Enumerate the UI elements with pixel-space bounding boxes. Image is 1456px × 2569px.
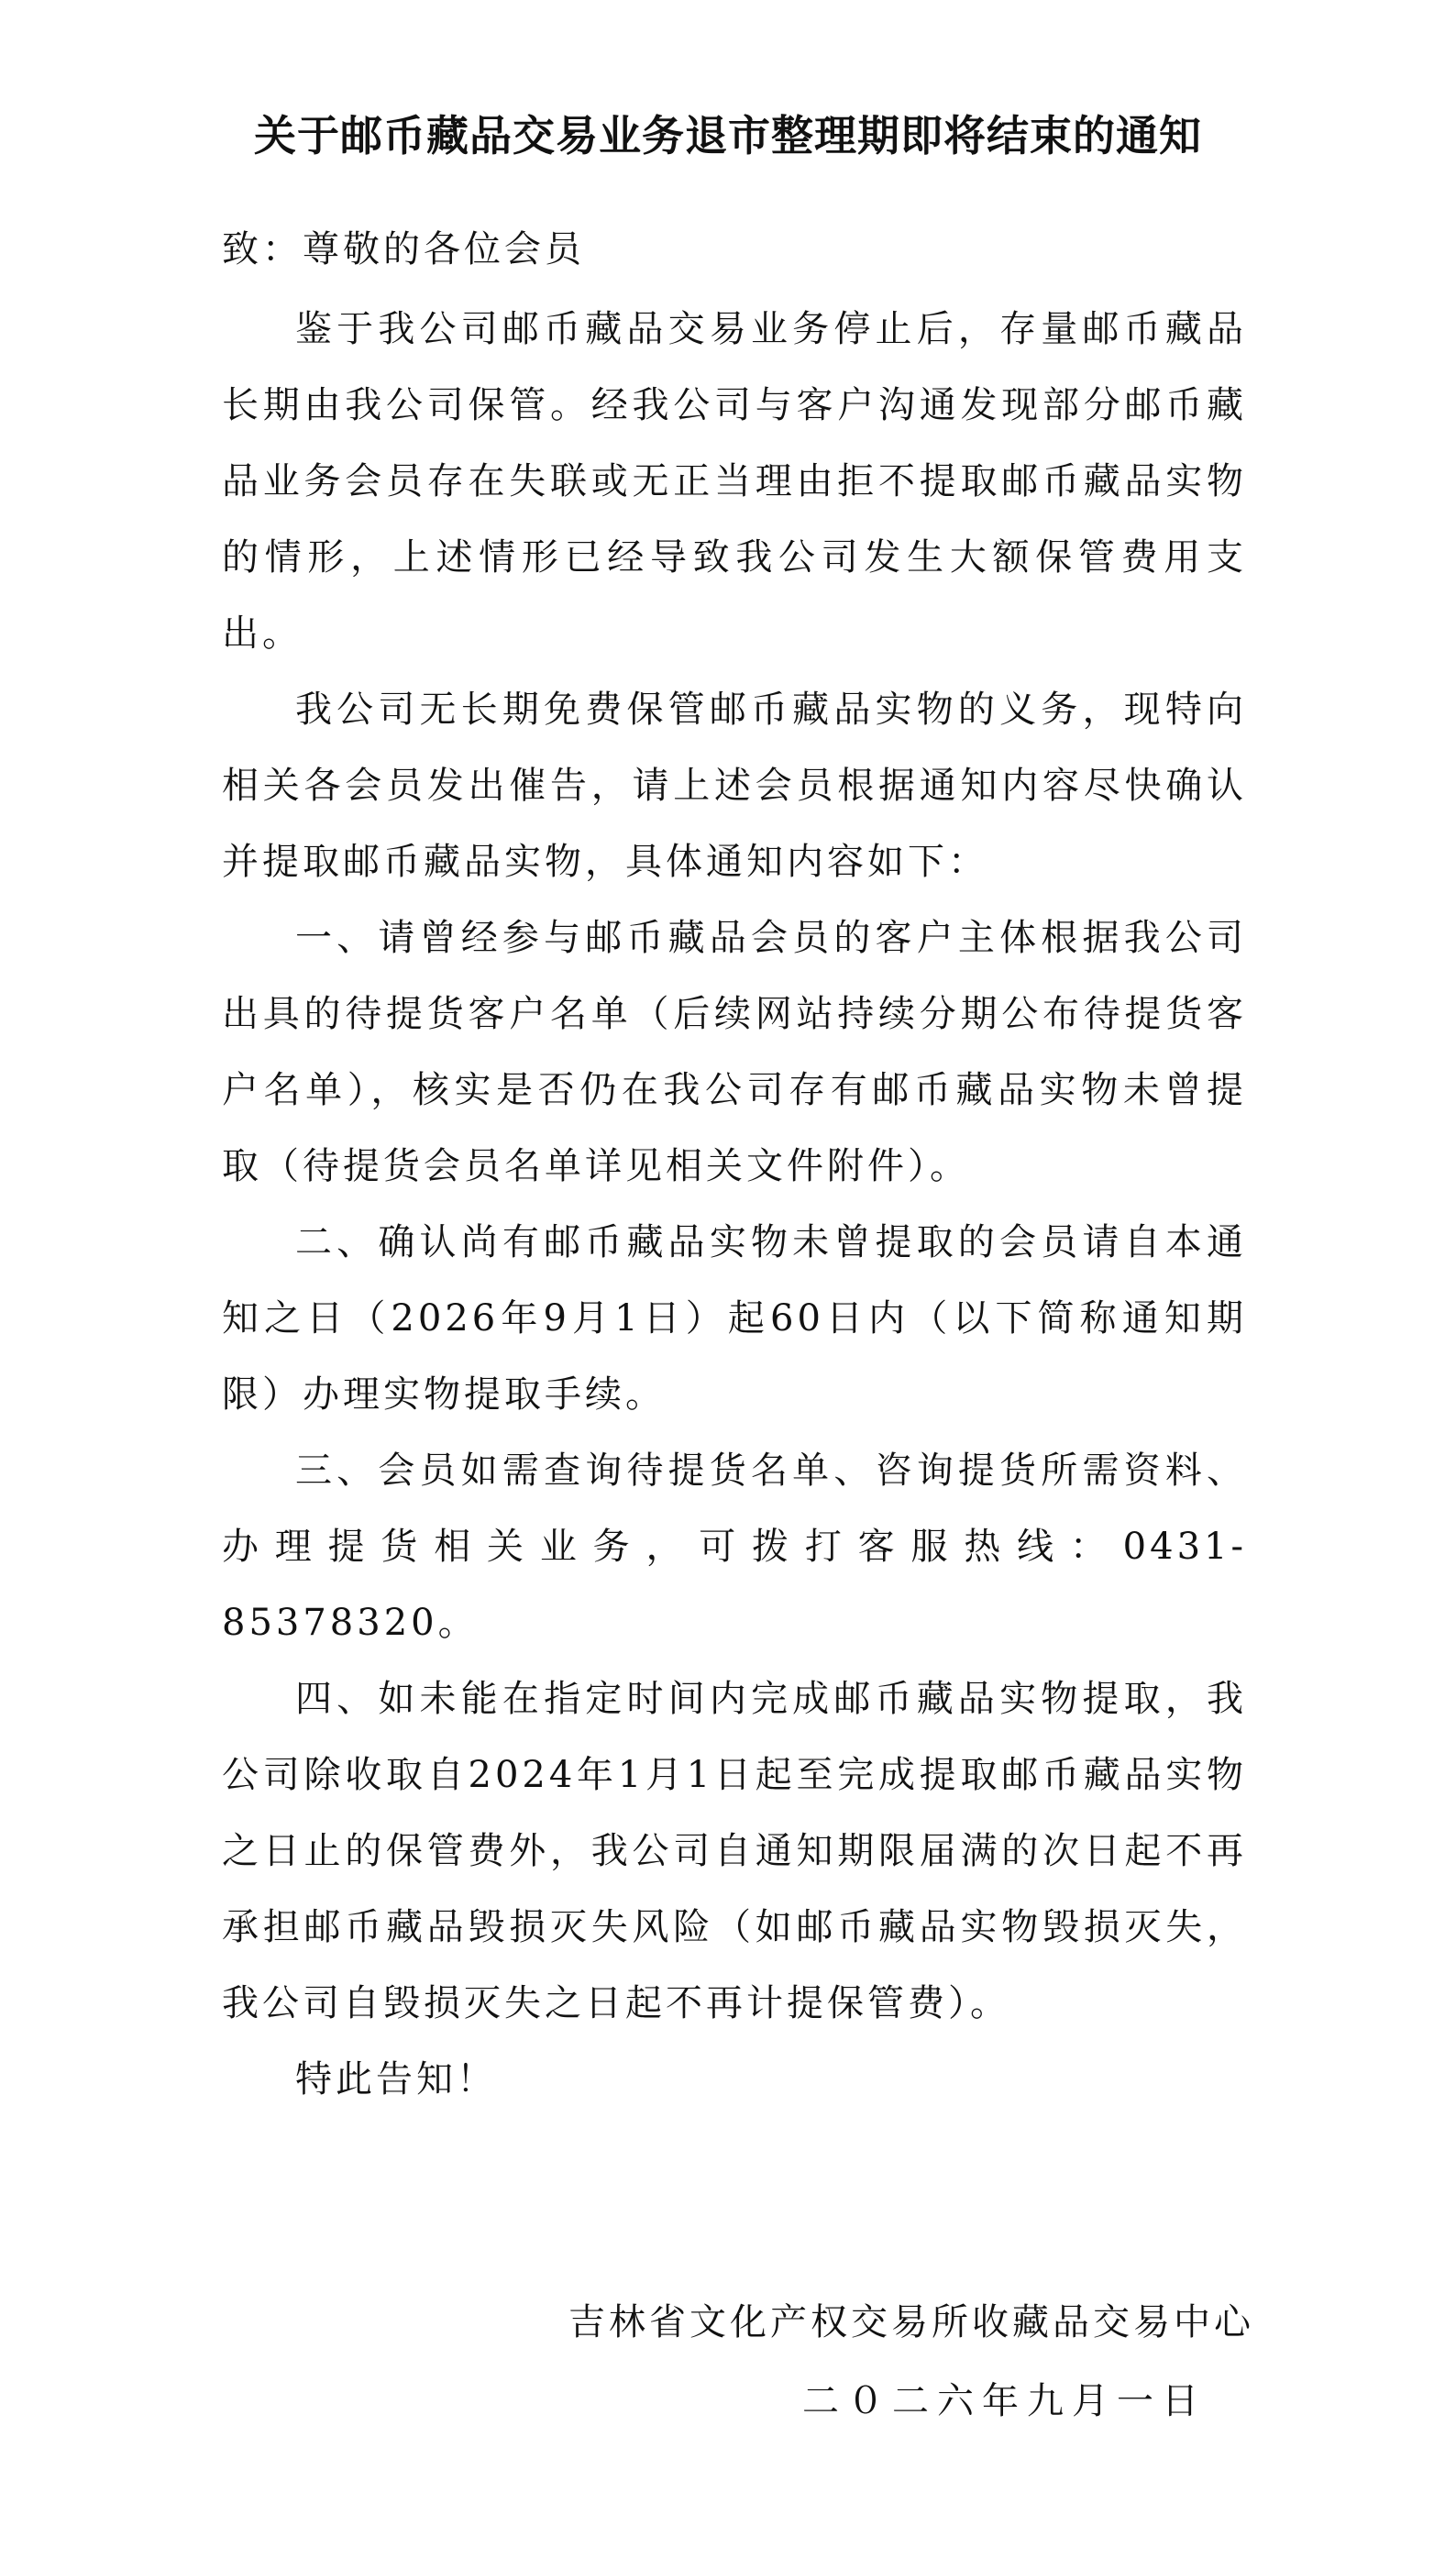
paragraph-background: 鉴于我公司邮币藏品交易业务停止后，存量邮币藏品长期由我公司保管。经我公司与客户沟通发现部分邮币藏品业务会员存在失联或无正当理由拒不提取邮币藏品实物的情形，上述情形已经导致我公司发生大额保管费用支出。	[222, 308, 1247, 655]
signature-block	[568, 2283, 1254, 2441]
paragraph-item-4: 四、如未能在指定时间内完成邮币藏品实物提取，我公司除收取自2024年1月1日起至完成提取邮币藏品实物之日止的保管费外，我公司自通知期限届满的次日起不再承担邮币藏品毁损灭失风险（如邮币藏品实物毁损灭失，我公司自毁损灭失之日起不再计提保管费）。	[222, 1678, 1247, 2024]
issuing-organization: 吉林省文化产权交易所收藏品交易中心	[568, 2301, 1254, 2343]
paragraph-closing: 特此告知！	[295, 2058, 497, 2100]
issue-date: 二０二六年九月一日	[802, 2380, 1207, 2422]
paragraph-item-2: 二、确认尚有邮币藏品实物未曾提取的会员请自本通知之日（2026年9月1日）起60日内（以下简称通知期限）办理实物提取手续。	[222, 1221, 1247, 1416]
document-body	[222, 292, 1247, 2118]
paragraph-item-1: 一、请曾经参与邮币藏品会员的客户主体根据我公司出具的待提货客户名单（后续网站持续分期公布待提货客户名单），核实是否仍在我公司存有邮币藏品实物未曾提取（待提货会员名单详见相关文件附件）。	[222, 917, 1247, 1187]
paragraph-notice: 我公司无长期免费保管邮币藏品实物的义务，现特向相关各会员发出催告，请上述会员根据通知内容尽快确认并提取邮币藏品实物，具体通知内容如下：	[222, 689, 1247, 883]
document-title: 关于邮币藏品交易业务退市整理期即将结束的通知	[254, 111, 1202, 160]
paragraph-item-3: 三、会员如需查询待提货名单、咨询提货所需资料、办理提货相关业务，可拨打客服热线：0431-85378320。	[222, 1450, 1247, 1644]
salutation: 致：尊敬的各位会员	[222, 228, 585, 270]
